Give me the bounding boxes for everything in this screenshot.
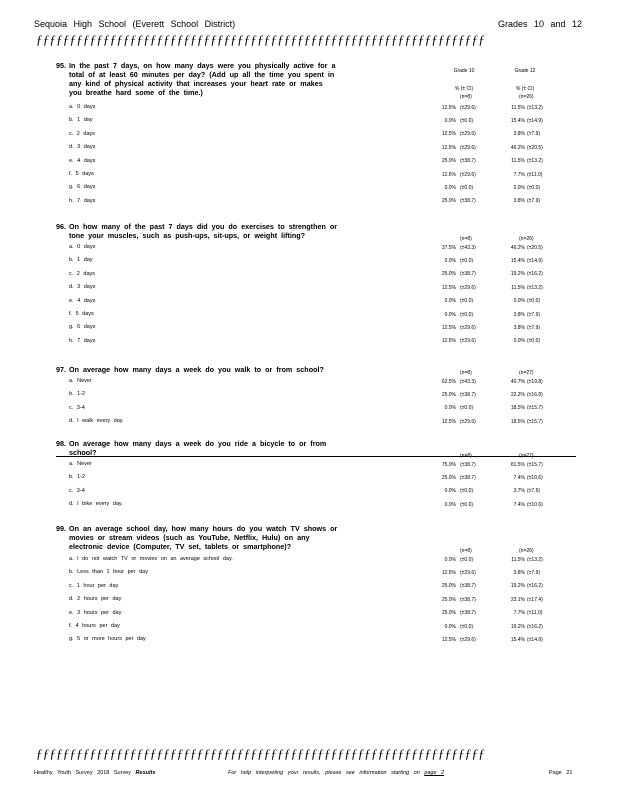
grade12-ci: (±7.9) [527,324,541,331]
grade12-ci: (±0.0) [527,298,541,305]
table-row [0,569,618,582]
grade12-n: (n=26) [519,94,534,100]
grade10-ci: (±38.7) [460,583,476,590]
grade12-ci: (±15.7) [527,461,543,468]
table-row [0,556,618,569]
answer-option: d. 3 days [69,144,96,151]
grade10-percent: 62.5% [441,378,456,385]
table-row [0,391,618,404]
grade12-percent: 11.5% [511,284,525,291]
grade10-ci: (±0.0) [460,623,474,630]
grade10-ci: (±38.7) [460,610,476,617]
grade10-ci: (±29.6) [460,636,476,643]
table-row [0,244,618,257]
table-row [0,117,618,130]
table-row [0,583,618,596]
grade12-n: (n=26) [519,548,534,554]
grade10-ci: (±0.0) [460,501,474,508]
answer-option: c. 3-4 [69,404,85,411]
answer-option: c. 1 hour per day [69,582,119,589]
answer-option: e. 3 hours per day [69,609,122,616]
grade10-percent: 25.0% [441,158,456,165]
grade10-percent: 25.0% [441,596,456,603]
grade10-percent: 12.5% [441,104,456,111]
question-text-line: On average how many days a week do you ride a bicycle to or from [69,439,327,448]
grade12-percent: 11.5% [511,158,525,165]
question-text-line: On how many of the past 7 days did you do exercises to strengthen or [69,222,338,231]
table-row [0,418,618,431]
grade12-ci: (±13.2) [527,158,543,165]
table-row [0,338,618,351]
grade10-percent: 12.5% [441,324,456,331]
question-number: 98. [56,439,66,448]
grade12-percent: 18.5% [510,405,525,412]
answer-option: a. Never [69,461,92,467]
grade12-ci: (±13.2) [527,104,543,111]
grade12-percent: 15.4% [510,257,525,264]
answer-option: f. 5 days [69,171,94,177]
grade12-percent: 0.0% [513,298,525,305]
grade12-n: (n=27) [519,370,534,376]
table-row [0,474,618,487]
answer-option: d. I walk every day. [69,418,124,425]
question-number: 95. [56,61,66,70]
grade10-percent: 0.0% [444,117,456,124]
answer-option: b. 1 day [69,257,93,264]
grade10-percent: 25.0% [441,583,456,590]
grade12-percent: 3.8% [513,198,525,205]
grade10-ci: (±0.0) [460,488,474,495]
table-row [0,636,618,649]
table-row [0,501,618,514]
grade12-percent: 11.5% [511,556,525,563]
grade12-n: (n=26) [519,236,534,242]
grade12-percent: 7.4% [513,474,525,481]
answer-option: d. I bike every day. [69,501,123,508]
grade12-percent: 7.7% [513,610,525,617]
question-text-line: electronic device (Computer, TV set, tablets or smartphone)? [69,542,292,551]
grade10-percent: 12.5% [441,338,456,345]
grade10-n: (n=8) [460,453,472,459]
table-row [0,198,618,211]
question-number: 99. [56,524,66,533]
answer-option: a. 0 days [69,244,96,250]
grade10-ci: (±29.6) [460,338,476,345]
answer-option: g. 5 or more hours per day [69,636,146,643]
grade12-percent: 15.4% [510,117,525,124]
grade10-ci: (±38.7) [460,198,476,205]
section-rule [56,456,576,457]
grade10-ci: (±29.6) [460,324,476,331]
grade10-ci: (±29.6) [460,144,476,151]
answer-option: c. 2 days [69,130,96,137]
grade10-ci: (±0.0) [460,556,474,563]
grade12-percent: 22.2% [510,391,525,398]
grade12-ci: (±16.2) [527,583,543,590]
grade10-n: (n=8) [460,236,472,242]
grades-label: Grades 10 and 12 [498,19,583,29]
answer-option: b. 1-2 [69,391,86,398]
question-text-line: On average how many days a week do you walk to or from school? [69,365,324,374]
answer-option: d. 2 hours per day [69,596,122,603]
table-row [0,104,618,117]
answer-option: c. 2 days [69,270,96,277]
answer-option: f. 5 days [69,311,94,317]
grade10-n: (n=8) [460,548,472,554]
grade10-ci: (±29.6) [460,418,476,425]
answer-option: h. 7 days [69,337,96,344]
grade12-ci: (±17.4) [527,596,543,603]
grade10-percent: 12.5% [441,418,456,425]
table-row [0,596,618,609]
table-row [0,405,618,418]
grade12-ci: (±15.7) [527,418,543,425]
grade12-ci: (±11.0) [527,171,543,178]
grade10-ci: (±38.7) [460,461,476,468]
grade12-percent: 3.8% [513,131,525,138]
answer-option: a. 0 days [69,104,96,110]
table-row [0,257,618,270]
answer-option: e. 4 days [69,297,96,304]
answer-option: g. 6 days [69,184,96,191]
grade12-ci: (±7.6) [527,488,541,495]
grade10-ci: (±29.6) [460,131,476,138]
grade10-percent: 0.0% [444,405,456,412]
grade12-pct-ci-header: % (± CI) [515,86,535,92]
grade12-percent: 3.8% [513,324,525,331]
grade12-percent: 11.5% [511,104,525,111]
grade10-n: (n=8) [460,94,472,100]
grade12-ci: (±15.7) [527,405,543,412]
grade12-percent: 3.7% [513,488,525,495]
grade10-percent: 0.0% [444,184,456,191]
grade12-ci: (±0.0) [527,338,541,345]
question-text-line: On an average school day, how many hours do you watch TV shows or [69,524,338,533]
grade10-ci: (±43.3) [460,244,476,251]
grade10-ci: (±38.7) [460,158,476,165]
answer-option: c. 3-4 [69,487,85,494]
grade10-ci: (±38.7) [460,596,476,603]
grade12-ci: (±7.9) [527,569,541,576]
grade12-percent: 46.2% [510,144,525,151]
grade12-ci: (±14.9) [527,117,543,124]
bottom-decorative-line: ƒƒƒƒƒƒƒƒƒƒƒƒƒƒƒƒƒƒƒƒƒƒƒƒƒƒƒƒƒƒƒƒƒƒƒƒƒƒƒƒƒƒƒƒƒƒƒƒƒƒƒƒƒƒƒƒƒƒƒƒƒƒƒƒƒƒƒ [36,746,485,761]
table-row [0,158,618,171]
question-text-line: movies or stream videos (such as YouTube, Netflix, Hulu) on any [69,533,310,542]
answer-option: a. Never [69,378,92,384]
grade10-header: Grade 10 [453,68,475,74]
grade12-percent: 19.2% [510,271,525,278]
grade12-ci: (±19.8) [527,378,543,385]
grade12-ci: (±7.9) [527,131,541,138]
grade12-percent: 46.2% [510,244,525,251]
grade10-percent: 0.0% [444,257,456,264]
grade10-percent: 0.0% [444,556,456,563]
question-text-line: total of at least 60 minutes per day? (Add up all the time you spent in [69,70,335,79]
grade10-percent: 25.0% [441,391,456,398]
top-decorative-line: ƒƒƒƒƒƒƒƒƒƒƒƒƒƒƒƒƒƒƒƒƒƒƒƒƒƒƒƒƒƒƒƒƒƒƒƒƒƒƒƒƒƒƒƒƒƒƒƒƒƒƒƒƒƒƒƒƒƒƒƒƒƒƒƒƒƒƒ [36,32,485,47]
answer-option: b. 1-2 [69,474,86,481]
table-row [0,184,618,197]
grade12-ci: (±20.5) [527,144,543,151]
grade10-ci: (±29.6) [460,569,476,576]
grade10-percent: 12.5% [441,131,456,138]
grade10-ci: (±43.3) [460,378,476,385]
grade12-percent: 7.4% [513,501,525,508]
question-text-line: any kind of physical activity that increases your heart rate or makes [69,79,323,88]
question-text-line: you breathe hard some of the time.) [69,88,203,97]
answer-option: d. 3 days [69,284,96,291]
answer-option: a. I do not watch TV or movies on an average school day. [69,556,233,562]
table-row [0,284,618,297]
grade12-percent: 19.2% [510,583,525,590]
grade10-ci: (±38.7) [460,271,476,278]
grade12-percent: 18.5% [510,418,525,425]
footer-left: Healthy Youth Survey 2018 Survey Results [34,770,156,776]
table-row [0,324,618,337]
table-row [0,271,618,284]
grade12-percent: 15.4% [510,636,525,643]
grade10-percent: 12.5% [441,284,456,291]
grade12-percent: 19.2% [510,623,525,630]
grade10-percent: 37.5% [441,244,456,251]
grade10-ci: (±0.0) [460,311,474,318]
grade10-percent: 25.0% [441,198,456,205]
grade10-ci: (±29.6) [460,104,476,111]
answer-option: b. Less than 1 hour per day [69,569,148,576]
grade12-header: Grade 12 [514,68,536,74]
grade12-ci: (±7.9) [527,198,541,205]
table-row [0,610,618,623]
grade12-percent: 40.7% [510,378,525,385]
grade10-ci: (±0.0) [460,184,474,191]
grade10-ci: (±38.7) [460,474,476,481]
grade12-ci: (±0.0) [527,184,541,191]
grade12-ci: (±10.6) [527,474,543,481]
grade12-n: (n=27) [519,453,534,459]
grade10-ci: (±0.0) [460,298,474,305]
grade10-percent: 0.0% [444,623,456,630]
answer-option: f. 4 hours per day [69,623,120,629]
grade12-ci: (±16.8) [527,391,543,398]
grade12-percent: 81.5% [510,461,525,468]
grade10-ci: (±38.7) [460,391,476,398]
question-text-line: In the past 7 days, on how many days were you physically active for a [69,61,336,70]
school-name: Sequoia High School (Everett School District) [34,19,236,29]
grade10-percent: 12.5% [441,171,456,178]
footer-help-text: For help interpreting your results, please see information starting on page 2 [228,770,445,776]
grade12-ci: (±14.9) [527,257,543,264]
table-row [0,378,618,391]
grade12-ci: (±20.5) [527,244,543,251]
grade10-percent: 0.0% [444,311,456,318]
grade12-percent: 3.8% [513,311,525,318]
footer-page-link[interactable]: page 2 [424,770,445,776]
grade10-pct-ci-header: % (± CI) [454,86,474,92]
answer-option: b. 1 day [69,117,93,124]
grade10-percent: 25.0% [441,271,456,278]
grade12-ci: (±13.2) [527,556,543,563]
grade10-percent: 12.5% [441,569,456,576]
table-row [0,623,618,636]
grade12-ci: (±10.6) [527,501,543,508]
question-number: 96. [56,222,66,231]
question-text-line: school? [69,448,97,457]
answer-option: e. 4 days [69,157,96,164]
grade10-ci: (±0.0) [460,117,474,124]
grade10-percent: 12.5% [441,144,456,151]
grade12-ci: (±11.0) [527,610,543,617]
table-row [0,131,618,144]
grade12-percent: 3.8% [513,569,525,576]
table-row [0,144,618,157]
grade10-ci: (±0.0) [460,257,474,264]
grade10-percent: 0.0% [444,298,456,305]
grade10-ci: (±0.0) [460,405,474,412]
grade10-ci: (±29.6) [460,171,476,178]
table-row [0,461,618,474]
grade10-percent: 12.5% [441,636,456,643]
grade10-percent: 0.0% [444,501,456,508]
grade10-percent: 25.0% [441,610,456,617]
grade12-ci: (±16.2) [527,271,543,278]
page-number: Page 21 [549,770,573,776]
grade10-percent: 0.0% [444,488,456,495]
grade12-ci: (±14.9) [527,636,543,643]
grade12-percent: 7.7% [513,171,525,178]
table-row [0,488,618,501]
table-row [0,298,618,311]
grade12-ci: (±16.2) [527,623,543,630]
grade10-n: (n=8) [460,370,472,376]
grade10-percent: 25.0% [441,474,456,481]
grade12-percent: 0.0% [513,184,525,191]
grade12-ci: (±13.2) [527,284,543,291]
answer-option: h. 7 days [69,197,96,204]
grade10-ci: (±29.6) [460,284,476,291]
grade12-percent: 0.0% [513,338,525,345]
grade10-percent: 75.0% [441,461,456,468]
question-number: 97. [56,365,66,374]
grade12-ci: (±7.9) [527,311,541,318]
table-row [0,311,618,324]
grade12-percent: 23.1% [510,596,525,603]
table-row [0,171,618,184]
question-text-line: tone your muscles, such as push-ups, sit-ups, or weight lifting? [69,231,306,240]
answer-option: g. 6 days [69,324,96,331]
